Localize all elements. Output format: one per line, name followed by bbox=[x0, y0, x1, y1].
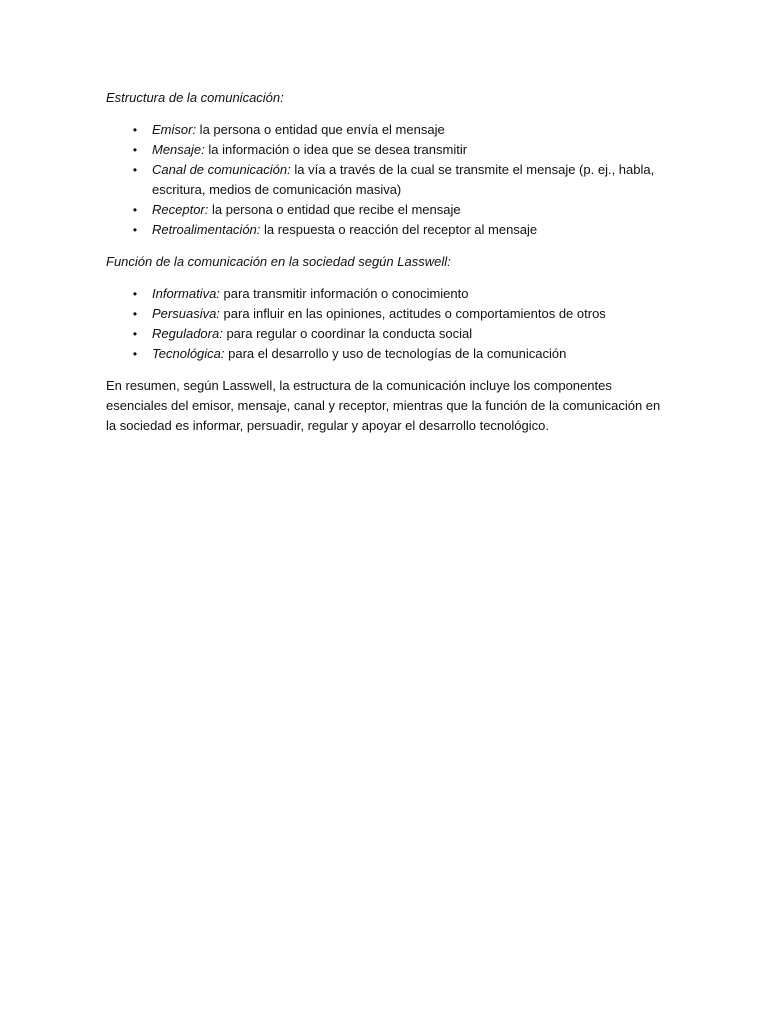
list-item-text: la persona o entidad que envía el mensaje bbox=[196, 122, 445, 137]
list-item bbox=[106, 284, 666, 304]
list-item bbox=[106, 344, 666, 364]
list-item-term: Canal de comunicación: bbox=[152, 162, 291, 177]
list-item-text: para influir en las opiniones, actitudes o comportamientos de otros bbox=[219, 306, 606, 321]
list-item bbox=[106, 200, 666, 220]
bullet-icon: • bbox=[132, 203, 138, 217]
list-item-text: la información o idea que se desea transmitir bbox=[204, 142, 468, 157]
bullet-icon: • bbox=[132, 143, 138, 157]
list-item-term: Reguladora: bbox=[152, 326, 223, 341]
list-item bbox=[106, 304, 666, 324]
bullet-icon: • bbox=[132, 327, 138, 341]
list-item-term: Persuasiva: bbox=[152, 306, 220, 321]
list-item-text: para el desarrollo y uso de tecnologías de la comunicación bbox=[224, 346, 567, 361]
list-item-term: Retroalimentación: bbox=[152, 222, 261, 237]
list-item bbox=[106, 220, 666, 240]
list-item bbox=[106, 120, 666, 140]
list-item-text: la respuesta o reacción del receptor al mensaje bbox=[260, 222, 538, 237]
list-item bbox=[106, 324, 666, 344]
summary-paragraph: En resumen, según Lasswell, la estructura de la comunicación incluye los componentes esenciales del emisor, mensaje, canal y receptor, mientras que la función de la comunicación en la sociedad es informar, persuadir, regular y apoyar el desarrollo tecnológico. bbox=[106, 378, 661, 433]
list-item bbox=[106, 160, 666, 200]
section-heading-function: Función de la comunicación en la sociedad según Lasswell: bbox=[106, 254, 451, 269]
list-item-text: para regular o coordinar la conducta social bbox=[222, 326, 473, 341]
list-item-text: para transmitir información o conocimiento bbox=[219, 286, 469, 301]
list-item-term: Tecnológica: bbox=[152, 346, 225, 361]
bullet-icon: • bbox=[132, 123, 138, 137]
bullet-icon: • bbox=[132, 347, 138, 361]
document-page bbox=[106, 88, 666, 436]
list-item-term: Mensaje: bbox=[152, 142, 205, 157]
bullet-icon: • bbox=[132, 223, 138, 237]
list-item-term: Receptor: bbox=[152, 202, 209, 217]
list-item-text: la persona o entidad que recibe el mensaje bbox=[208, 202, 461, 217]
bullet-icon: • bbox=[132, 163, 138, 177]
list-item-term: Emisor: bbox=[152, 122, 197, 137]
bullet-icon: • bbox=[132, 307, 138, 321]
section-heading-structure: Estructura de la comunicación: bbox=[106, 90, 284, 105]
bullet-icon: • bbox=[132, 287, 138, 301]
list-item-term: Informativa: bbox=[152, 286, 220, 301]
function-list bbox=[106, 284, 666, 364]
list-item-text: la vía a través de la cual se transmite el mensaje (p. ej., habla, escritura, medios de comunicación masiva) bbox=[152, 162, 655, 197]
structure-list bbox=[106, 120, 666, 240]
list-item bbox=[106, 140, 666, 160]
